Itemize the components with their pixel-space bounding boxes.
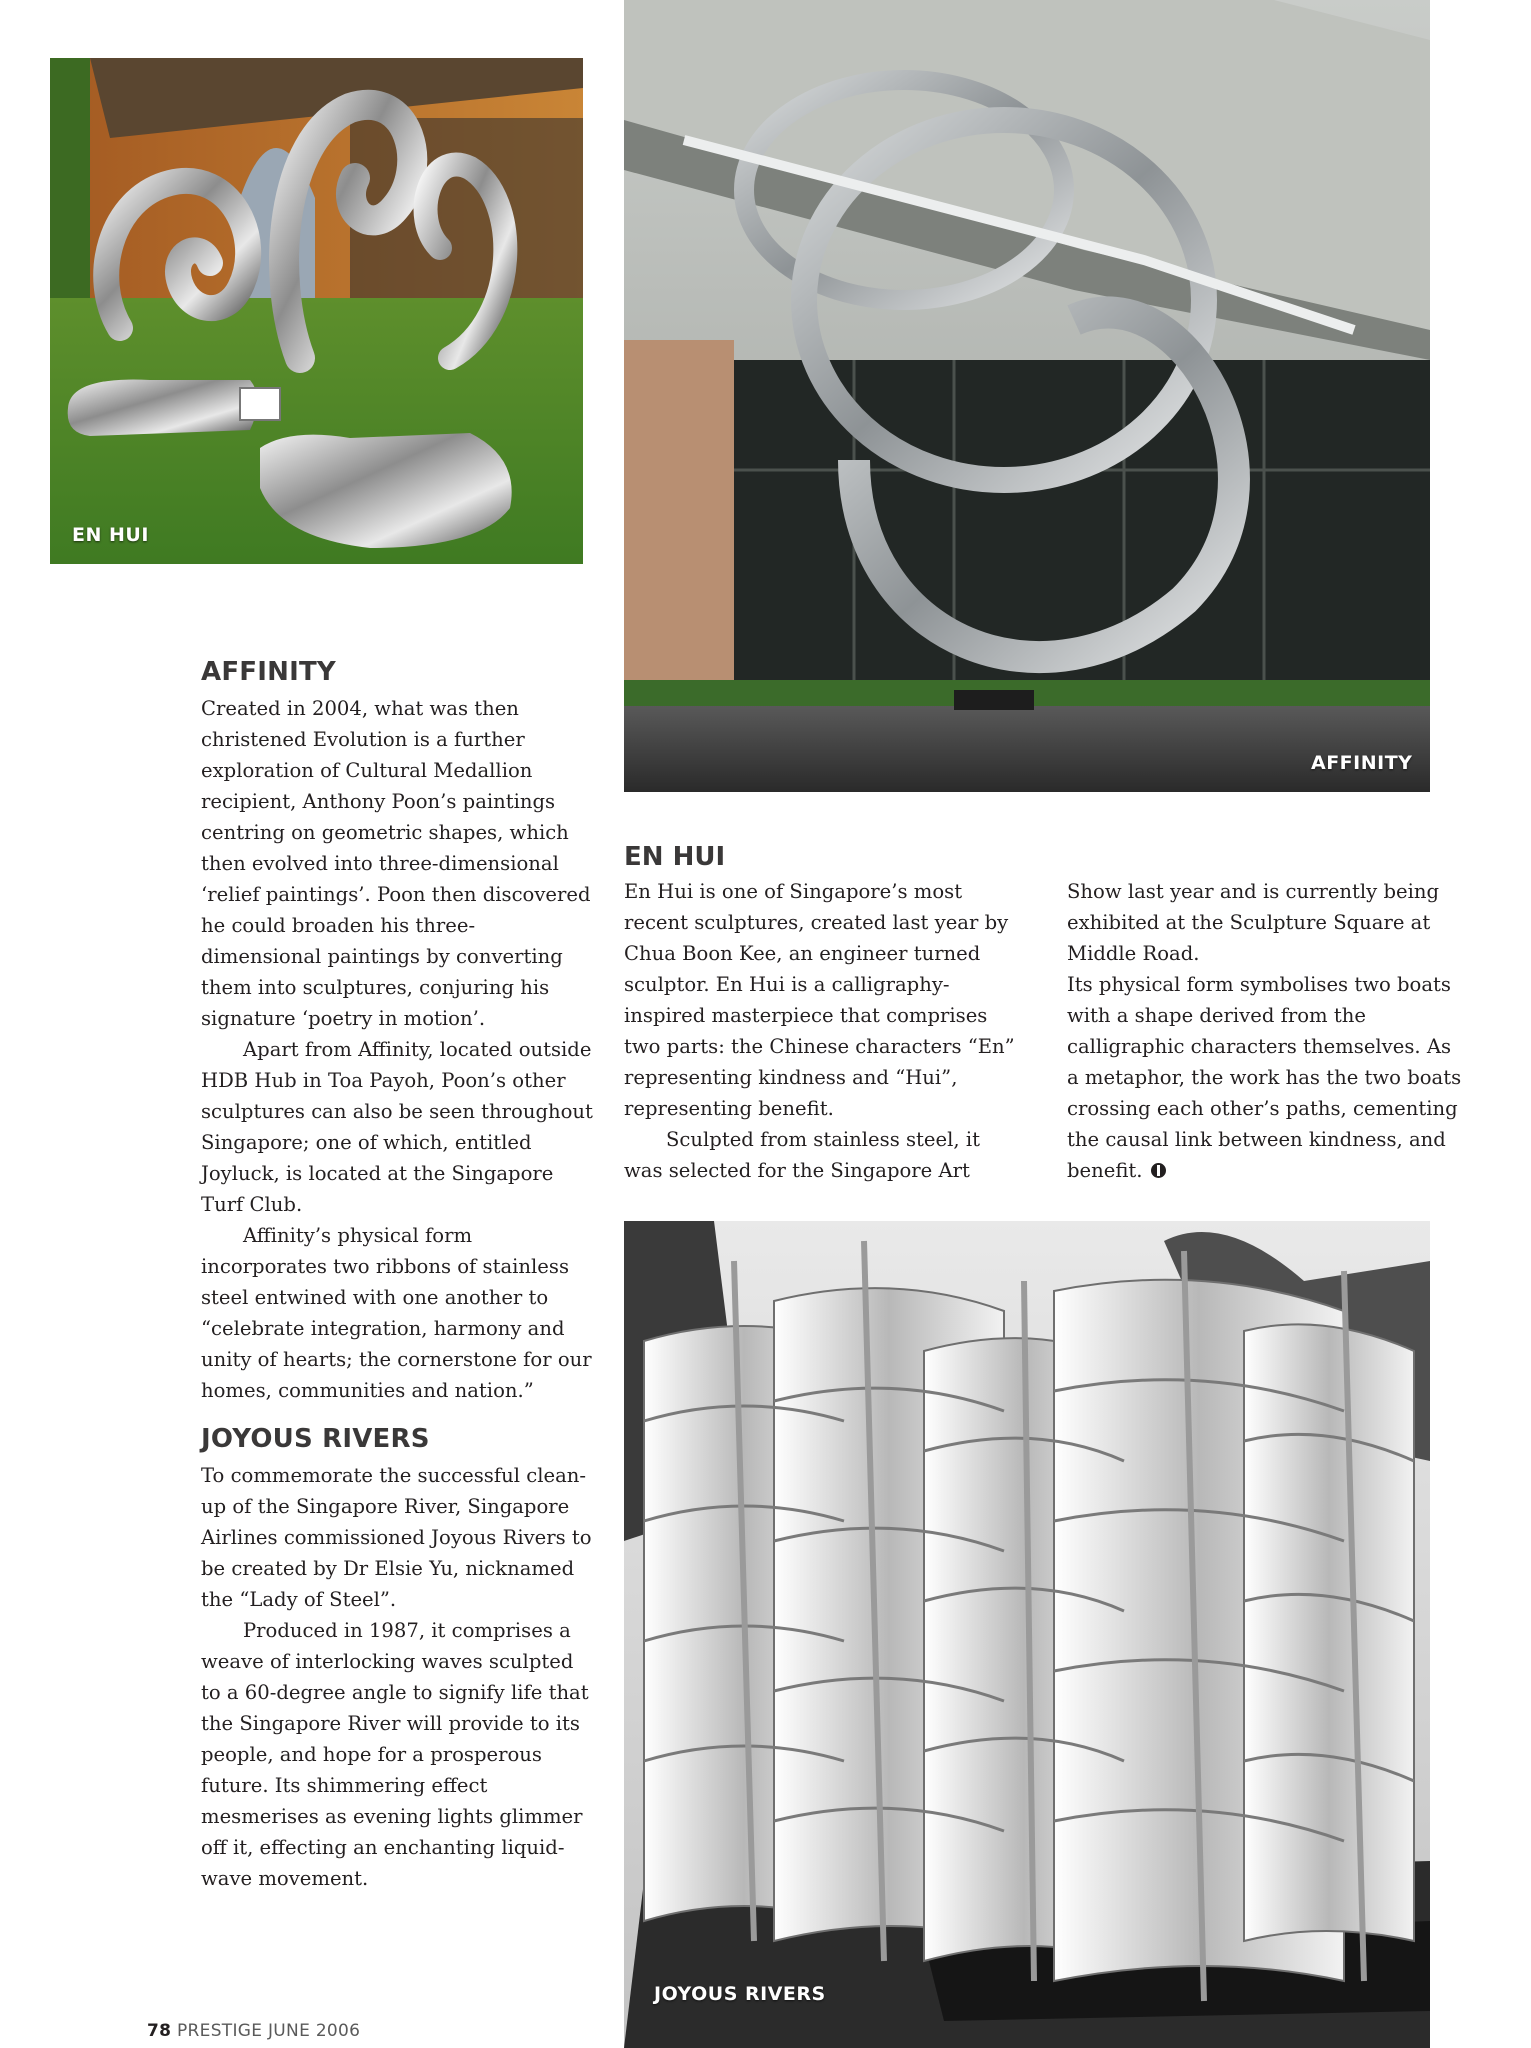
affinity-heading: AFFINITY bbox=[201, 657, 336, 687]
affinity-sculpture-illustration bbox=[624, 0, 1430, 792]
en-hui-paragraph-1: En Hui is one of Singapore’s most recent sculptures, created last year by Chua Boon Kee, an engineer turned sculptor. En Hui is a calligraphy-inspired masterpiece that comprises two parts: the Chinese characters “En” representing kindness and “Hui”, representing benefit. bbox=[624, 880, 1015, 1120]
en-hui-photo-caption: EN HUI bbox=[72, 524, 149, 546]
affinity-paragraph-2: Apart from Affinity, located outside HDB Hub in Toa Payoh, Poon’s other sculptures can also be seen throughout Singapore; one of which, entitled Joyluck, is located at the Singapore Turf Club. bbox=[201, 1038, 593, 1216]
en-hui-column-2 bbox=[1067, 876, 1462, 1186]
en-hui-paragraph-4 bbox=[1067, 969, 1462, 1186]
joyous-rivers-photo-caption: JOYOUS RIVERS bbox=[654, 1983, 826, 2005]
en-hui-column-1 bbox=[624, 876, 1019, 1186]
en-hui-paragraph-2: Sculpted from stainless steel, it was selected for the Singapore Art bbox=[624, 1128, 980, 1182]
en-hui-photo bbox=[50, 58, 583, 564]
affinity-article bbox=[201, 657, 593, 1406]
affinity-paragraph-3: Affinity’s physical form incorporates two ribbons of stainless steel entwined with one another to “celebrate integration, harmony and unity of hearts; the cornerstone for our homes, communities and nation.” bbox=[201, 1224, 592, 1402]
en-hui-paragraph-3: Show last year and is currently being exhibited at the Sculpture Square at Middle Road. bbox=[1067, 880, 1440, 965]
en-hui-heading: EN HUI bbox=[624, 842, 726, 872]
en-hui-article-columns bbox=[624, 876, 1462, 1186]
affinity-photo-caption: AFFINITY bbox=[1311, 752, 1413, 774]
joyous-rivers-paragraph-1: To commemorate the successful clean-up of the Singapore River, Singapore Airlines commissioned Joyous Rivers to be created by Dr Elsie Yu, nicknamed the “Lady of Steel”. bbox=[201, 1464, 592, 1611]
en-hui-paragraph-4-text: Its physical form symbolises two boats with a shape derived from the calligraphic characters themselves. As a metaphor, the work has the two boats crossing each other’s paths, cementing the causal link between kindness, and benefit. bbox=[1067, 973, 1462, 1182]
end-of-article-icon bbox=[1151, 1163, 1166, 1178]
joyous-rivers-article bbox=[201, 1424, 593, 1894]
affinity-photo bbox=[624, 0, 1430, 792]
affinity-paragraph-1: Created in 2004, what was then christened Evolution is a further exploration of Cultural Medallion recipient, Anthony Poon’s paintings centring on geometric shapes, which then evolved into three-dimensional ‘relief paintings’. Poon then discovered he could broaden his three-dimensional paintings by converting them into sculptures, conjuring his signature ‘poetry in motion’. bbox=[201, 697, 591, 1030]
page-footer bbox=[147, 2021, 360, 2041]
joyous-rivers-paragraph-2: Produced in 1987, it comprises a weave of interlocking waves sculpted to a 60-degree angle to signify life that the Singapore River will provide to its people, and hope for a prosperous future. Its shimmering effect mesmerises as evening lights glimmer off it, effecting an enchanting liquid-wave movement. bbox=[201, 1619, 589, 1890]
joyous-rivers-photo bbox=[624, 1221, 1430, 2048]
page-number: 78 bbox=[147, 2021, 172, 2041]
en-hui-sculpture-illustration bbox=[50, 58, 583, 564]
joyous-rivers-sculpture-illustration bbox=[624, 1221, 1430, 2048]
publication-name: PRESTIGE JUNE 2006 bbox=[176, 2021, 361, 2041]
joyous-rivers-heading: JOYOUS RIVERS bbox=[201, 1424, 430, 1454]
